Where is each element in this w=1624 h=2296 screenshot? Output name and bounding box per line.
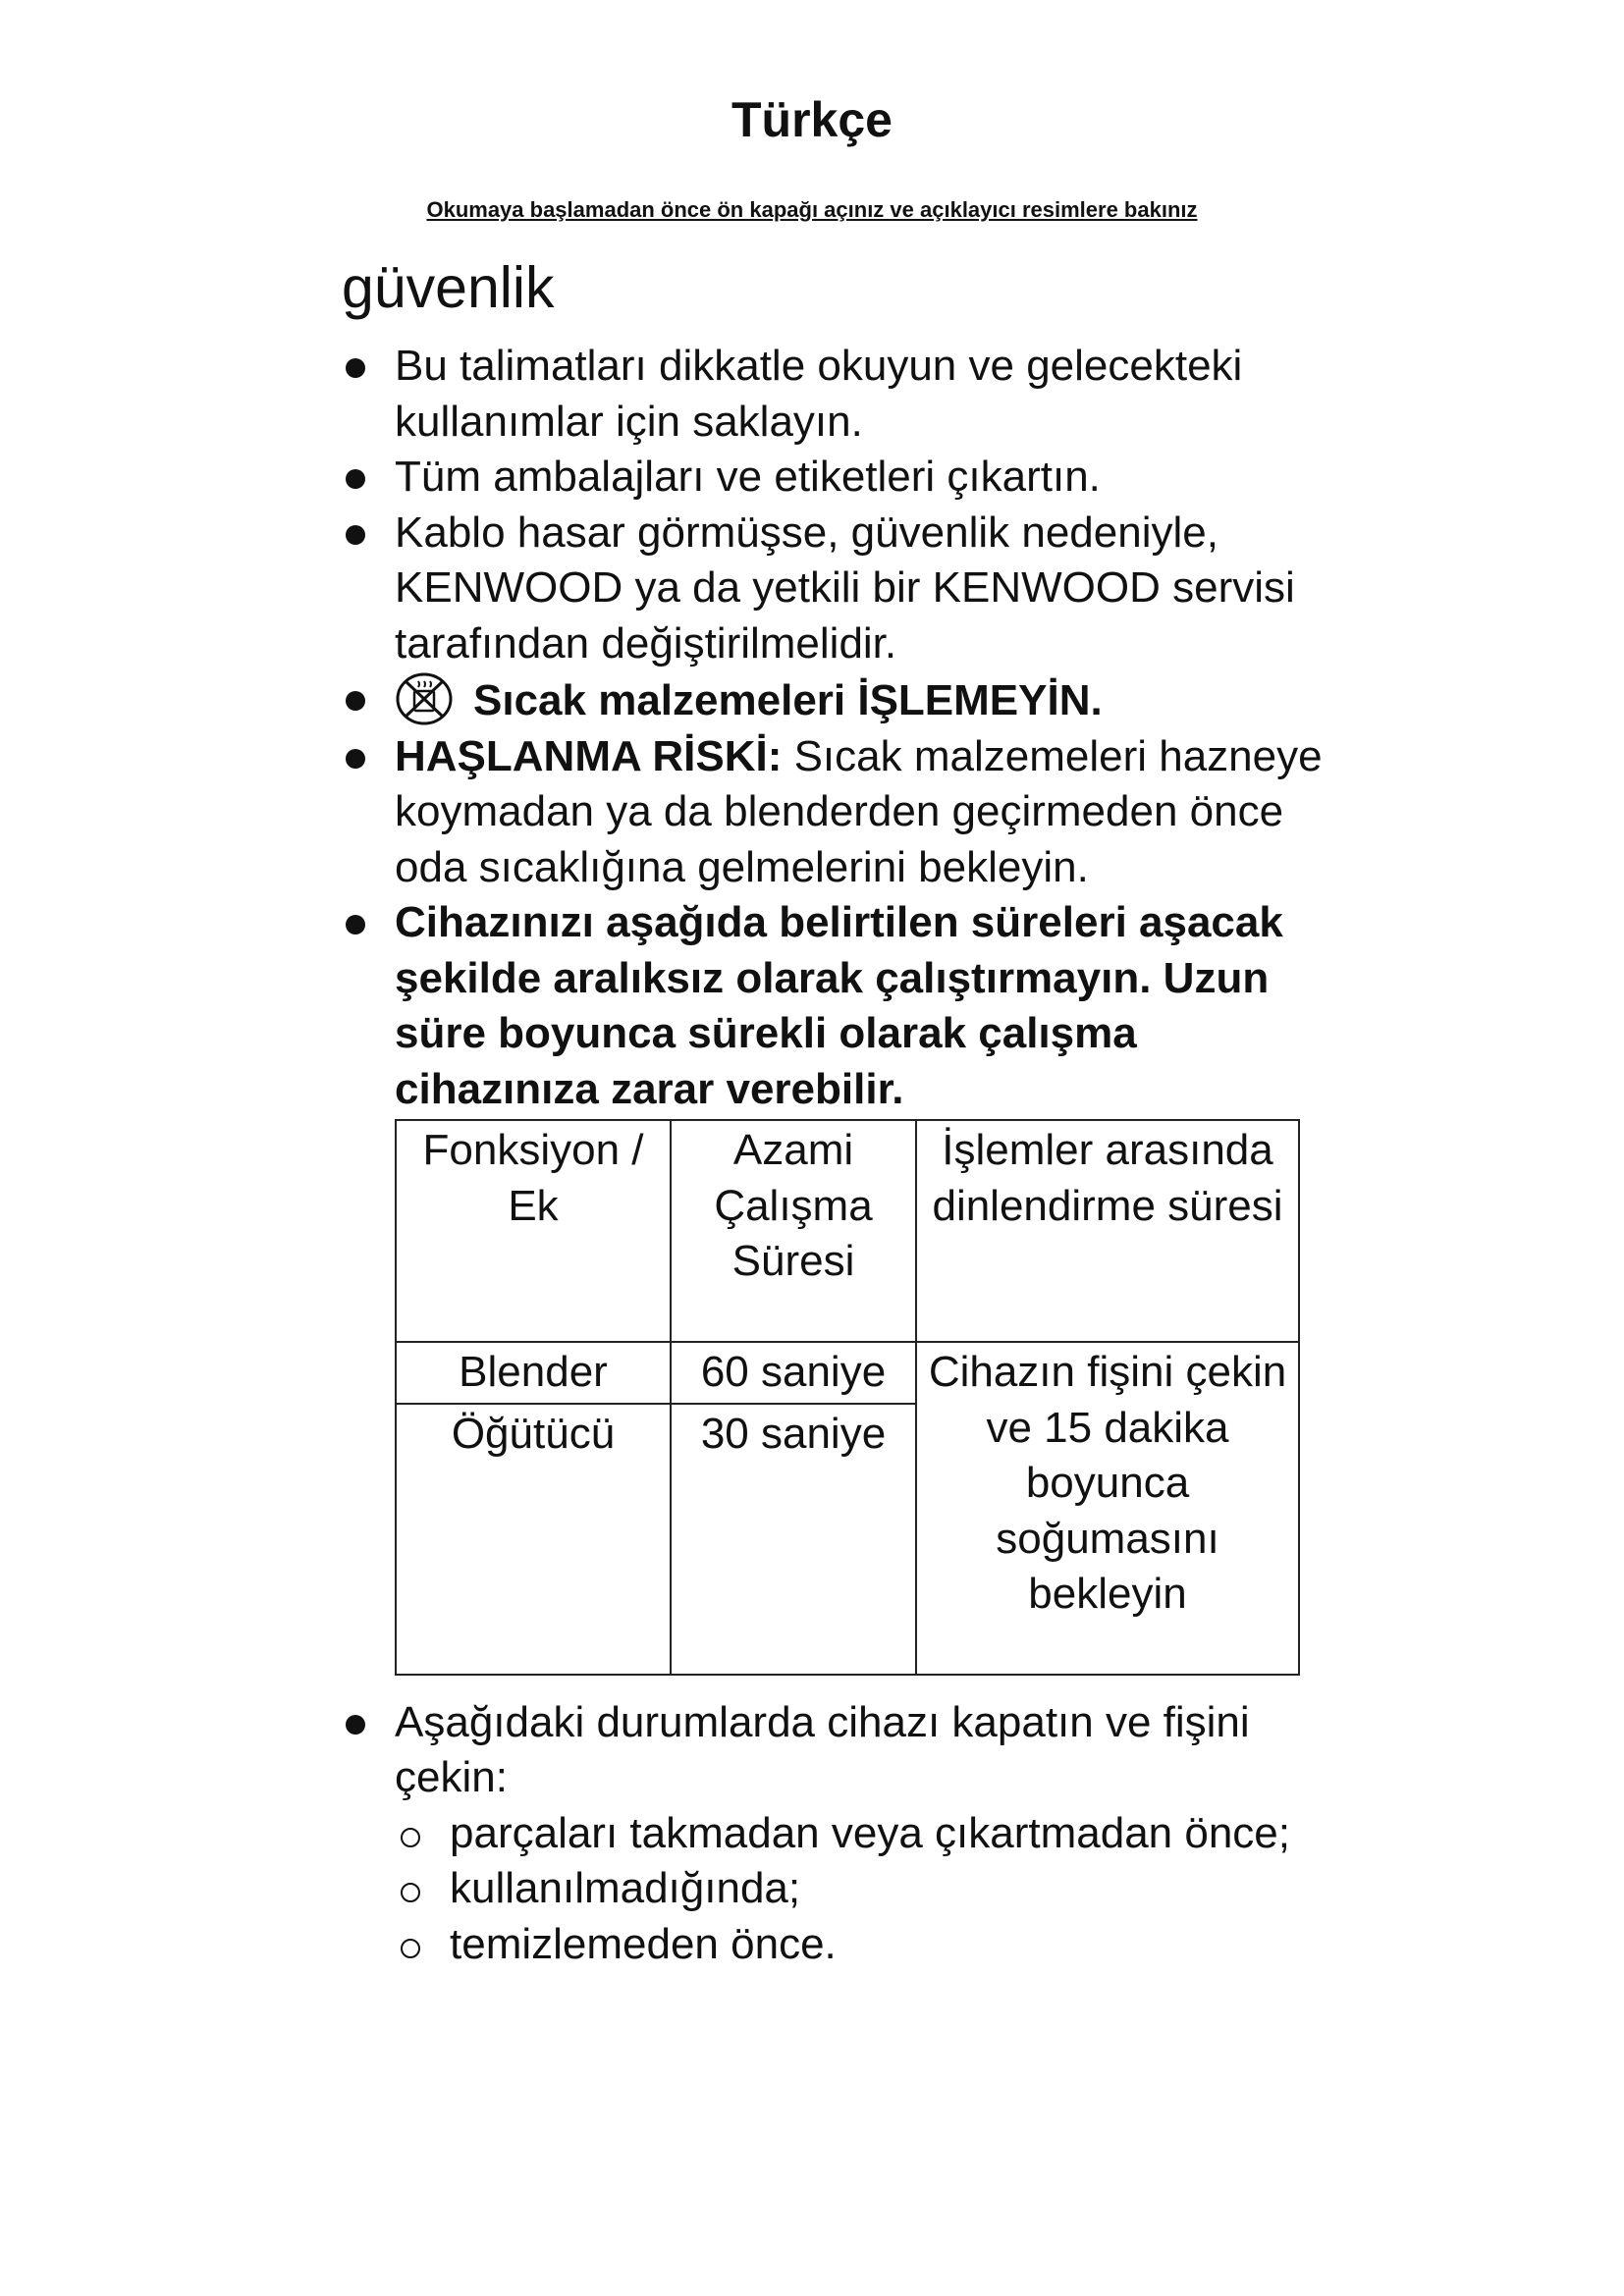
table-cell: Blender (396, 1342, 671, 1404)
list-item: Kablo hasar görmüşse, güvenlik nedeniyle, KENWOOD ya da yetkili bir KENWOOD servisi tarafından değiştirilmelidir. (342, 506, 1324, 672)
section-heading: güvenlik (342, 255, 555, 320)
list-item: Tüm ambalajları ve etiketleri çıkartın. (342, 450, 1324, 506)
table-header-cell: Azami Çalışma Süresi (671, 1120, 916, 1342)
sub-list-item: kullanılmadığında; (342, 1861, 1324, 1917)
list-item: Cihazınızı aşağıda belirtilen süreleri aşacak şekilde aralıksız olarak çalıştırmayın. Uzun süre boyunca sürekli olarak çalışma cihazınıza zarar verebilir. (342, 895, 1324, 1117)
list-item: Aşağıdaki durumlarda cihazı kapatın ve fişini çekin: (342, 1695, 1324, 1806)
table-row (396, 1342, 1299, 1404)
list-item: HAŞLANMA RİSKİ: Sıcak malzemeleri hazneye koymadan ya da blenderden geçirmeden önce oda sıcaklığına gelmelerini bekleyin. (342, 729, 1324, 896)
list-item: Sıcak malzemeleri İŞLEMEYİN. (342, 671, 1324, 729)
list-item: Bu talimatları dikkatle okuyun ve gelecekteki kullanımlar için saklayın. (342, 339, 1324, 450)
table-cell: 30 saniye (671, 1404, 916, 1675)
sub-list-item: temizlemeden önce. (342, 1917, 1324, 1973)
operating-time-table (395, 1119, 1300, 1676)
no-hot-ingredients-icon (395, 671, 454, 726)
sub-list-item: parçaları takmadan veya çıkartmadan önce; (342, 1806, 1324, 1862)
safety-content (342, 339, 1324, 1972)
table-header-row (396, 1120, 1299, 1342)
page-subtitle: Okumaya başlamadan önce ön kapağı açınız ve açıklayıcı resimlere bakınız (426, 197, 1198, 222)
table-cell: Öğütücü (396, 1404, 671, 1675)
table-cell: 60 saniye (671, 1342, 916, 1404)
page-title: Türkçe (731, 92, 893, 147)
table-cell: Cihazın fişini çekin ve 15 dakika boyunca soğumasını bekleyin (916, 1342, 1299, 1675)
sub-list (342, 1806, 1324, 1973)
table-header-cell: Fonksiyon / Ek (396, 1120, 671, 1342)
table-header-cell: İşlemler arasında dinlendirme süresi (916, 1120, 1299, 1342)
